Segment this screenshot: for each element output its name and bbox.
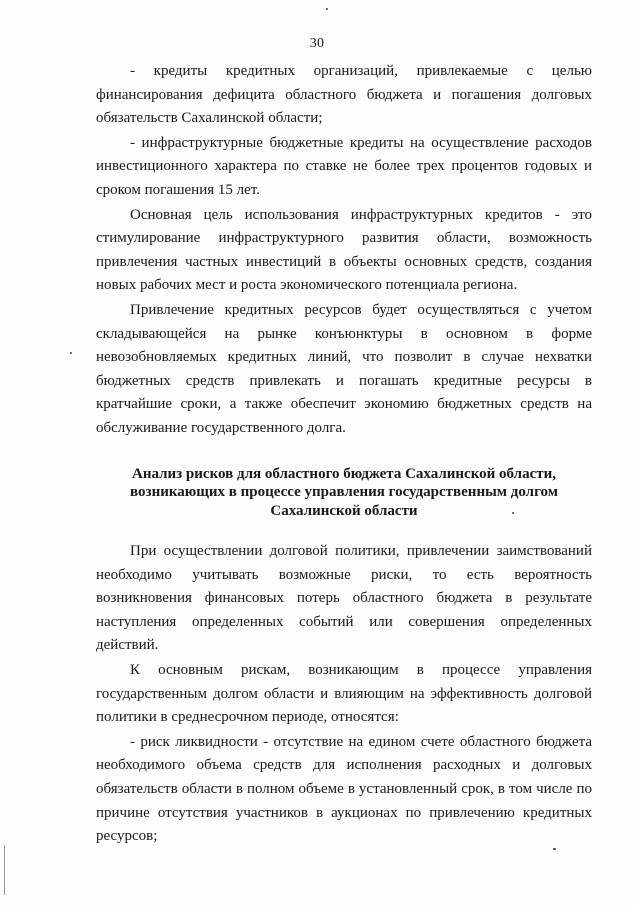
section-heading-line-2: возникающих в процессе управления государственным долгом: [130, 484, 558, 500]
scan-speck: [512, 512, 514, 514]
paragraph-credit-resources: Привлечение кредитных ресурсов будет осуществляться с учетом складывающейся на рынке конъюнктуры в основном в форме невозобновляемых кредитных линий, что позволит в случае нехватки бюджетных средств привлекать и погашать кредитные ресурсы в кратчайшие сроки, а также обеспечит экономию бюджетных средств на обслуживание государственного долга.: [96, 301, 592, 436]
paragraph-liquidity-risk: - риск ликвидности - отсутствие на едином счете областного бюджета необходимого объема средств для исполнения расходных и долговых обязательств области в полном объеме в установленный срок, в том числе по причине отсутствия участников в аукционах по привлечению кредитных ресурсов;: [96, 733, 592, 845]
paragraph-main-risks: К основным рискам, возникающим в процессе управления государственным долгом области и влияющим на эффективность долговой политики в среднесрочном периоде, относятся:: [96, 661, 592, 726]
scan-speck: [553, 848, 556, 850]
paragraph-main-goal: Основная цель использования инфраструктурных кредитов - это стимулирование инфраструктурного развития области, возможность привлечения частных инвестиций в объекты основных средств, создания новых рабочих мест и роста экономического потенциала региона.: [96, 206, 592, 294]
document-body: [96, 60, 592, 849]
paragraph-debt-policy-risks: При осуществлении долговой политики, привлечении заимствований необходимо учитывать возможные риски, то есть вероятность возникновения финансовых потерь областного бюджета в результате наступления определенных событий или совершения определенных действий.: [96, 543, 592, 654]
paragraph-credit-organizations: - кредиты кредитных организаций, привлекаемые с целью финансирования дефицита областного бюджета и погашения долговых обязательств Сахалинской области;: [96, 63, 592, 127]
paragraph-infrastructure-credits: - инфраструктурные бюджетные кредиты на осуществление расходов инвестиционного характера по ставке не более трех процентов годовых и сроком погашения 15 лет.: [96, 134, 592, 198]
scan-speck: [70, 352, 72, 354]
section-heading-line-1: Анализ рисков для областного бюджета Сахалинской области,: [131, 465, 557, 482]
section-heading-line-3: Сахалинской области: [270, 502, 418, 519]
scan-edge-mark: [4, 845, 5, 895]
page-number: 30: [309, 36, 325, 51]
scan-speck: [326, 8, 328, 10]
section-heading: [96, 465, 592, 521]
